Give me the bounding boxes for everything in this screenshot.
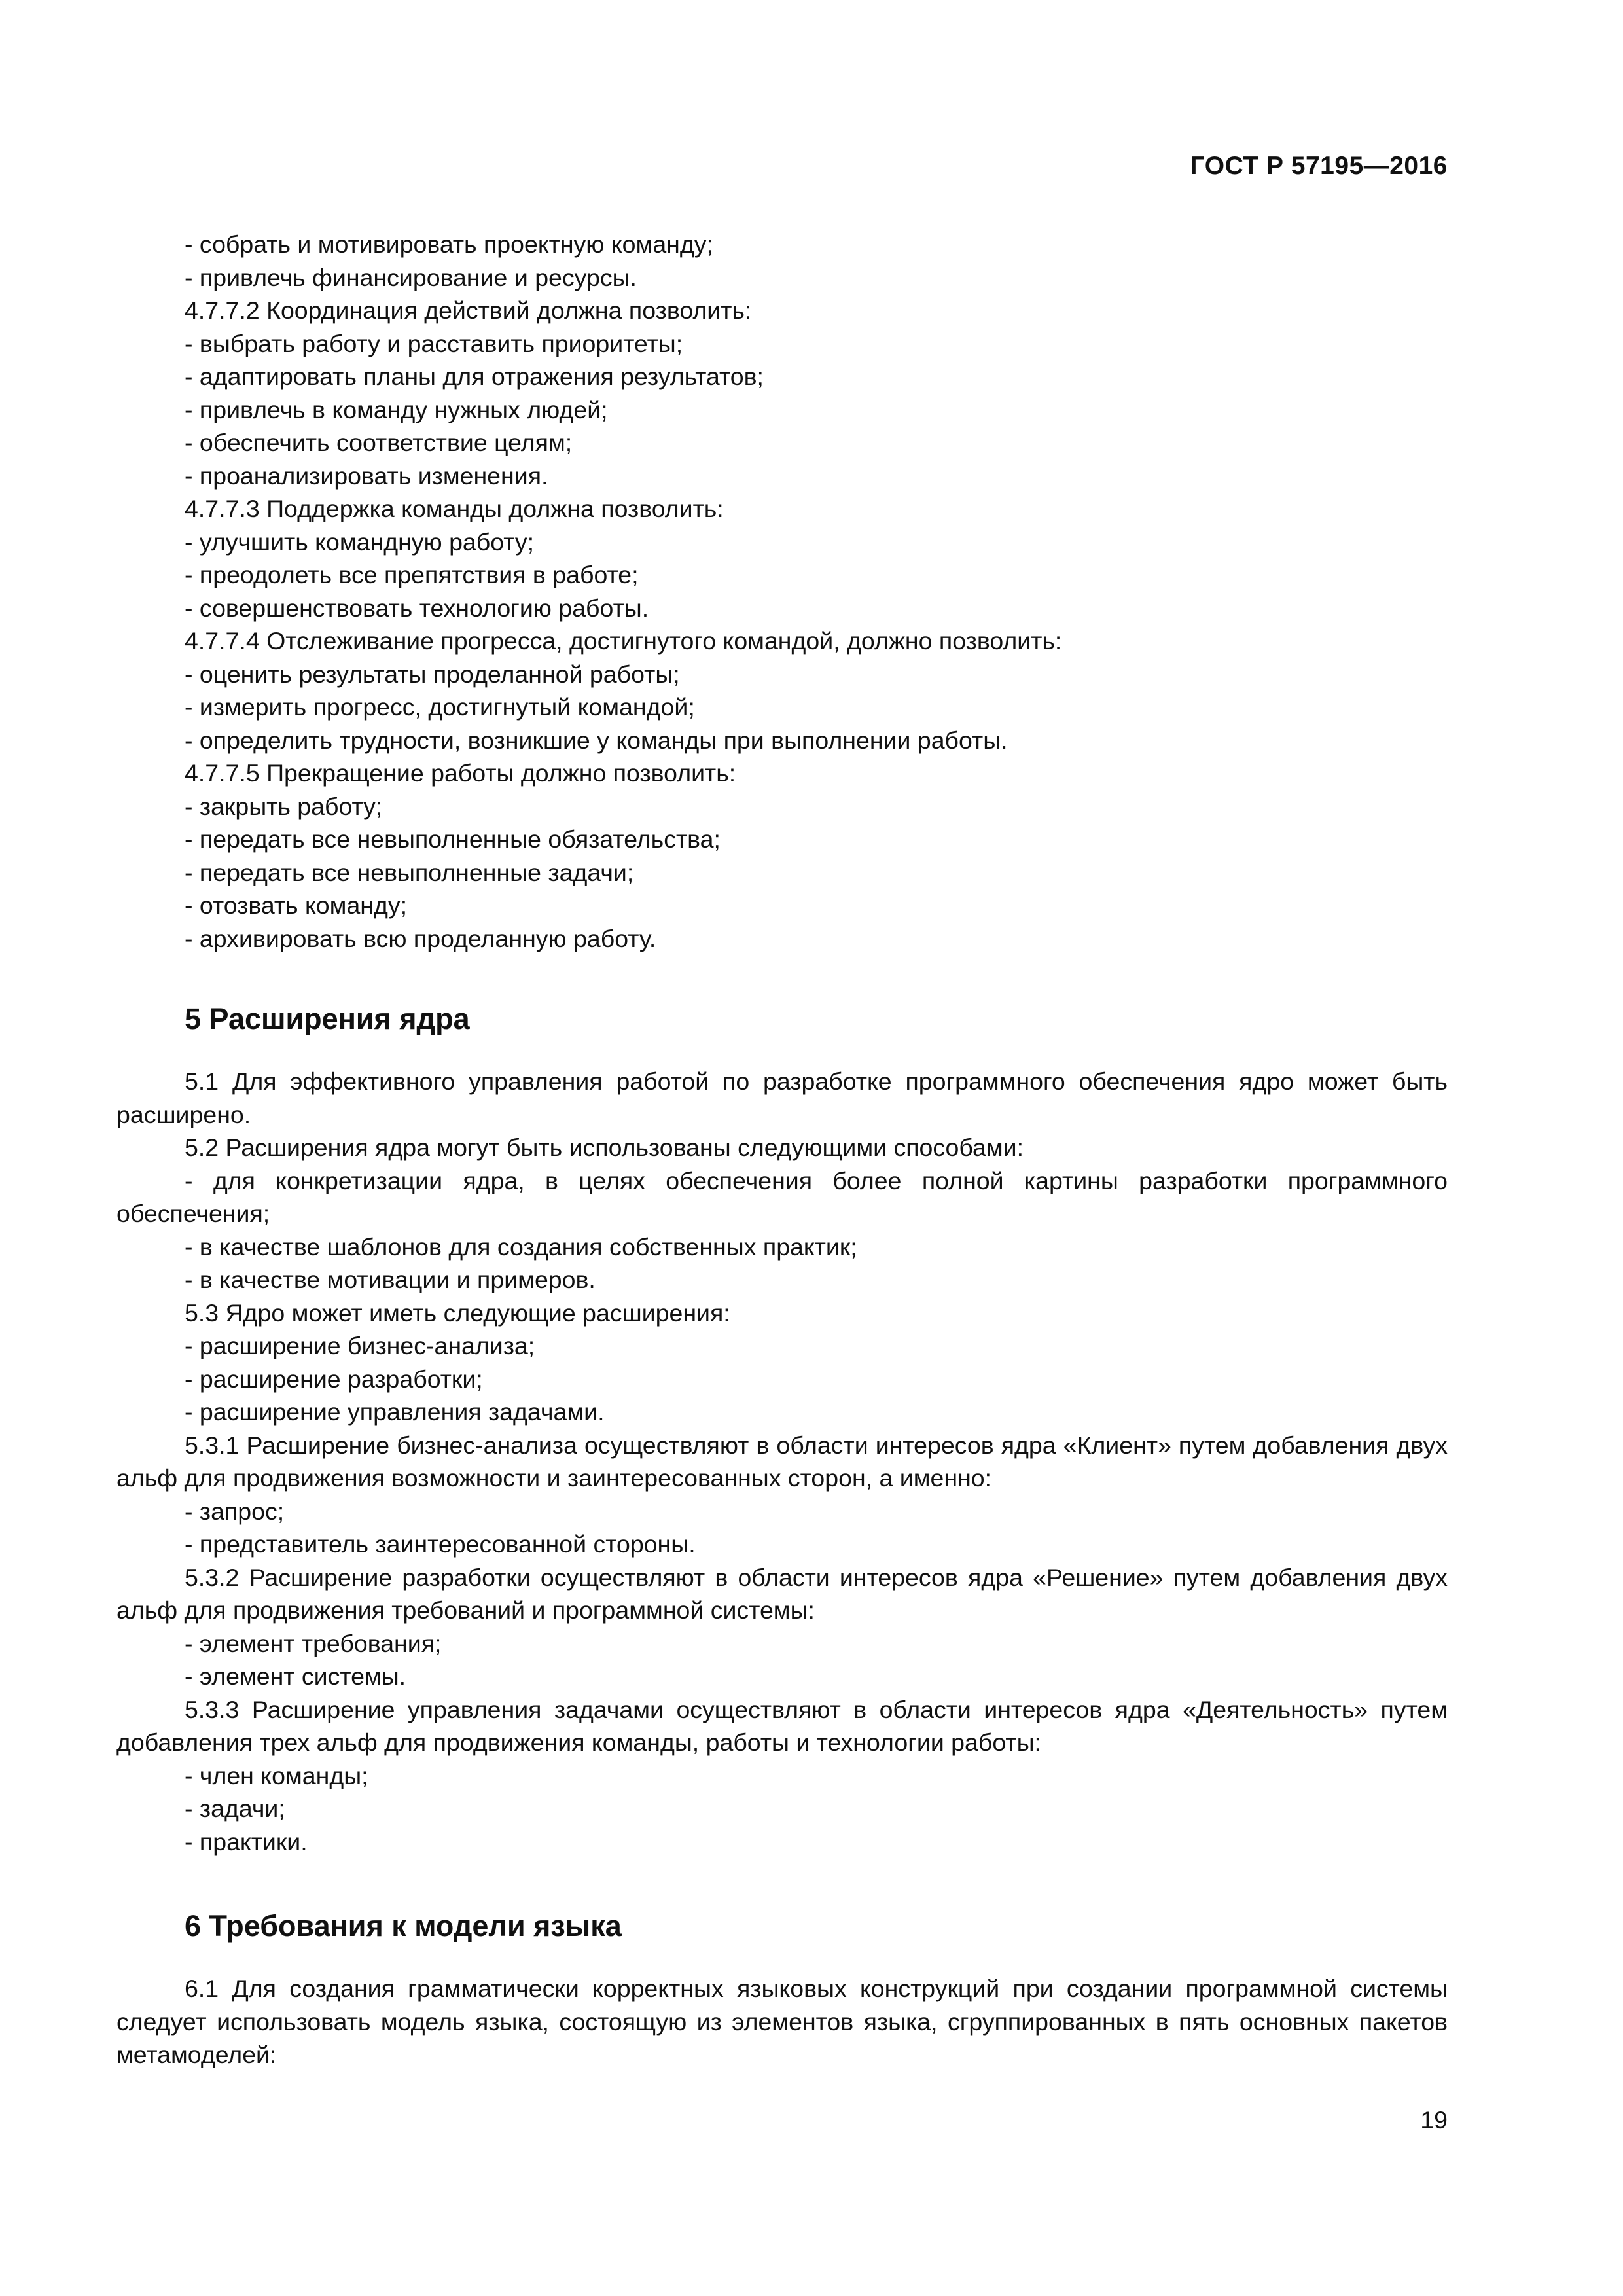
list-item: - элемент системы. [185,1662,406,1690]
list-item: - в качестве шаблонов для создания собственных практик; [185,1232,857,1261]
list-item: 4.7.7.3 Поддержка команды должна позволить: [185,495,724,522]
list-item: 4.7.7.2 Координация действий должна позволить: [185,296,752,324]
list-item: 5.3 Ядро может иметь следующие расширения: [185,1299,730,1327]
list-item: - выбрать работу и расставить приоритеты; [185,329,683,357]
section-5-body [116,1065,1448,1858]
paragraph: 5.3.3 Расширение управления задачами осуществляют в области интересов ядра «Деятельность» путем добавления трех альф для продвижения команды, работы и технологии работы: [116,1695,1448,1756]
list-item: - собрать и мотивировать проектную команду; [185,230,713,258]
list-item: - запрос; [185,1497,285,1525]
list-item: - расширение управления задачами. [185,1398,605,1426]
section-4-7-7-list [116,228,1448,955]
list-item: - совершенствовать технологию работы. [185,594,649,622]
list-item: - в качестве мотивации и примеров. [185,1266,596,1293]
list-item: 4.7.7.4 Отслеживание прогресса, достигнутого командой, должно позволить: [185,627,1062,655]
paragraph-6-1: 6.1 Для создания грамматически корректных языковых конструкций при создании программной системы следует использовать модель языка, состоящую из элементов языка, сгруппированных в пять основных пакетов метамоделей: [116,1975,1448,2068]
list-item: 5.2 Расширения ядра могут быть использованы следующими способами: [185,1134,1024,1161]
list-item: 4.7.7.5 Прекращение работы должно позволить: [185,759,736,787]
list-item: - практики. [185,1827,308,1856]
list-item: - измерить прогресс, достигнутый командой; [185,693,695,721]
list-item: - представитель заинтересованной стороны. [185,1530,696,1558]
document-header-code: ГОСТ Р 57195—2016 [1190,152,1448,180]
page-number: 19 [1420,2106,1448,2134]
paragraph: - для конкретизации ядра, в целях обеспечения более полной картины разработки программного обеспечения; [116,1166,1448,1227]
list-item: - преодолеть все препятствия в работе; [185,561,639,588]
paragraph: 5.1 Для эффективного управления работой по разработке программного обеспечения ядро может быть расширено. [116,1067,1448,1128]
list-item: - определить трудности, возникшие у команды при выполнении работы. [185,726,1008,754]
paragraph: 5.3.1 Расширение бизнес-анализа осуществляют в области интересов ядра «Клиент» путем добавления двух альф для продвижения возможности и заинтересованных сторон, а именно: [116,1431,1448,1492]
list-item: - передать все невыполненные обязательства; [185,825,721,853]
list-item: - привлечь в команду нужных людей; [185,395,608,423]
list-item: - закрыть работу; [185,792,383,820]
list-item: - привлечь финансирование и ресурсы. [185,263,637,291]
list-item: - обеспечить соответствие целям; [185,429,573,456]
list-item: - проанализировать изменения. [185,461,548,490]
section-5-heading: 5 Расширения ядра [185,1002,470,1035]
list-item: - улучшить командную работу; [185,528,535,556]
list-item: - архивировать всю проделанную работу. [185,924,656,952]
list-item: - передать все невыполненные задачи; [185,858,634,886]
section-6-heading: 6 Требования к модели языка [185,1909,622,1943]
list-item: - отозвать команду; [185,891,408,919]
list-item: - элемент требования; [185,1629,442,1657]
list-item: - адаптировать планы для отражения результатов; [185,363,764,390]
list-item: - оценить результаты проделанной работы; [185,660,680,688]
list-item: - задачи; [185,1795,285,1822]
list-item: - расширение разработки; [185,1365,483,1393]
page-content [116,228,1448,2072]
paragraph: 5.3.2 Расширение разработки осуществляют в области интересов ядра «Решение» путем добавления двух альф для продвижения требований и программной системы: [116,1563,1448,1624]
list-item: - член команды; [185,1761,368,1789]
list-item: - расширение бизнес-анализа; [185,1332,535,1359]
